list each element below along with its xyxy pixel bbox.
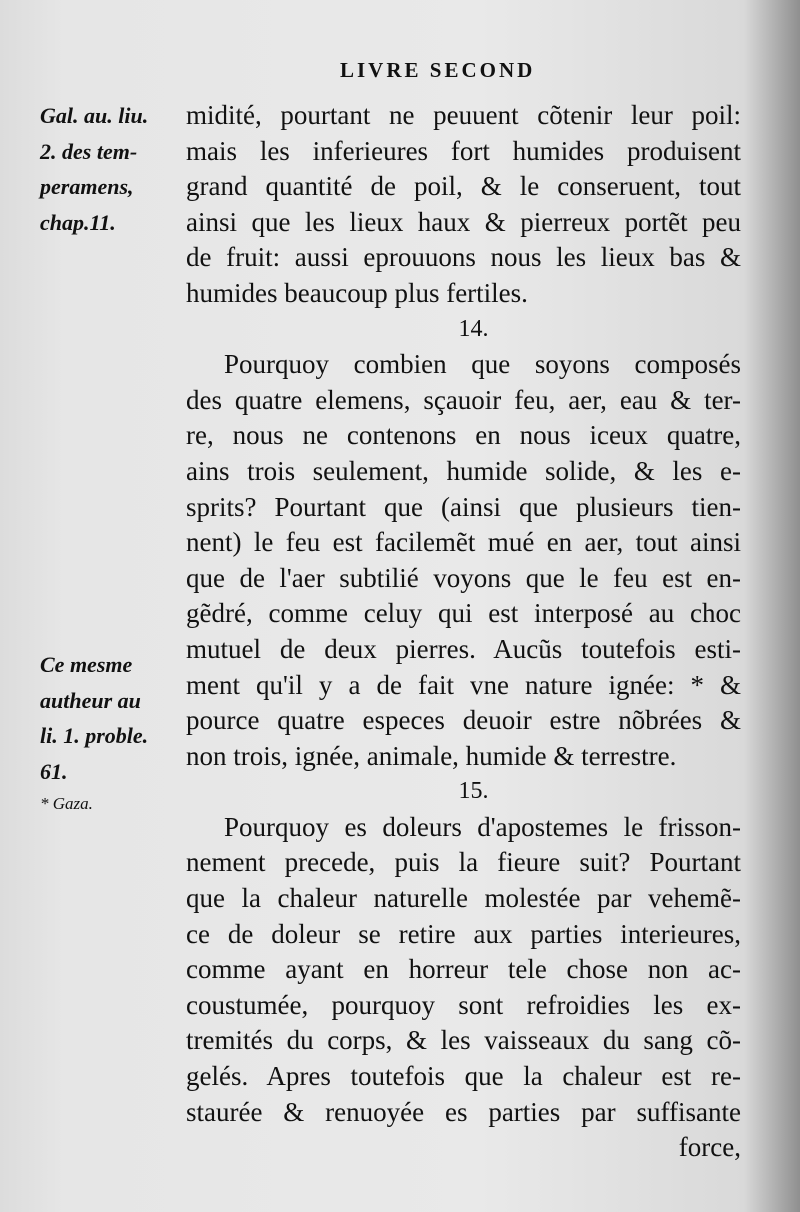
text-line: grand quantité de poil, & le conseruent, tout — [186, 171, 742, 202]
text-line: re, nous ne contenons en nous iceux quatre, — [186, 420, 742, 451]
margin-note-line: autheur au — [40, 687, 141, 713]
margin-note-line: Gal. au. liu. — [40, 103, 149, 128]
catchword: force, — [678, 1132, 741, 1163]
text-line: gelés. Apres toutefois que la chaleur est re- — [186, 1061, 741, 1092]
text-line: nent) le feu est facilemẽt mué en aer, tout ainsi — [186, 527, 741, 558]
margin-note-line: 61. — [40, 758, 68, 784]
text-line: midité, pourtant ne peuuent cõtenir leur poil: — [186, 100, 742, 130]
text-line: mais les inferieures fort humides produisent — [186, 135, 741, 166]
text-line: coustumée, pourquoy sont refroidies les ex- — [186, 989, 741, 1020]
text-line: des quatre elemens, sçauoir feu, aer, eau & ter- — [186, 384, 742, 415]
text-line: ains trois seulement, humide solide, & les e- — [186, 455, 741, 486]
text-line: nement precede, puis la fieure suit? Pourtant — [186, 847, 741, 878]
text-line: de fruit: aussi eprouuons nous les lieux bas & — [186, 242, 741, 273]
text-line: gẽdré, comme celuy qui est interposé au choc — [186, 598, 741, 629]
section-number: 15. — [458, 778, 489, 805]
running-title: LIVRE SECOND — [340, 58, 536, 82]
margin-note-line: 2. des tem- — [40, 138, 138, 164]
section-number: 14. — [458, 315, 489, 342]
text-line: mutuel de deux pierres. Aucũs toutefois esti- — [186, 633, 741, 664]
text-line: ment qu'il y a de fait vne nature ignée: * & — [186, 669, 742, 700]
text-line: ainsi que les lieux haux & pierreux portẽt peu — [186, 206, 742, 237]
margin-note-line: chap.11. — [40, 209, 116, 235]
text-line: sprits? Pourtant que (ainsi que plusieurs tien- — [186, 491, 741, 522]
text-line: staurée & renuoyée es parties par suffisante — [186, 1096, 741, 1127]
margin-note-line: peramens, — [40, 174, 134, 200]
margin-note-gaza — [40, 786, 185, 822]
text-line: non trois, ignée, animale, humide & terrestre. — [186, 740, 677, 771]
margin-note-line: * Gaza. — [40, 794, 93, 813]
text-line: tremités du corps, & les vaisseaux du sang cõ- — [186, 1025, 742, 1056]
text-line: que de l'aer subtilié voyons que le feu est en- — [186, 562, 742, 593]
text-line: pource quatre especes deuoir estre nõbrées & — [186, 705, 741, 736]
text-line: humides beaucoup plus fertiles. — [186, 277, 528, 308]
main-text — [186, 98, 741, 1166]
text-line: Pourquoy es doleurs d'apostemes le frisson- — [224, 811, 741, 842]
text-line: Pourquoy combien que soyons composés — [224, 349, 741, 380]
text-line: ce de doleur se retire aux parties interieures, — [186, 918, 741, 949]
margin-note-galen — [40, 98, 185, 240]
margin-note-line: li. 1. proble. — [40, 723, 149, 749]
margin-note-line: Ce mesme — [40, 652, 133, 677]
text-line: que la chaleur naturelle molestée par vehemẽ- — [186, 883, 741, 914]
margin-note-same-author — [40, 647, 185, 789]
text-line: comme ayant en horreur tele chose non ac- — [186, 954, 741, 985]
